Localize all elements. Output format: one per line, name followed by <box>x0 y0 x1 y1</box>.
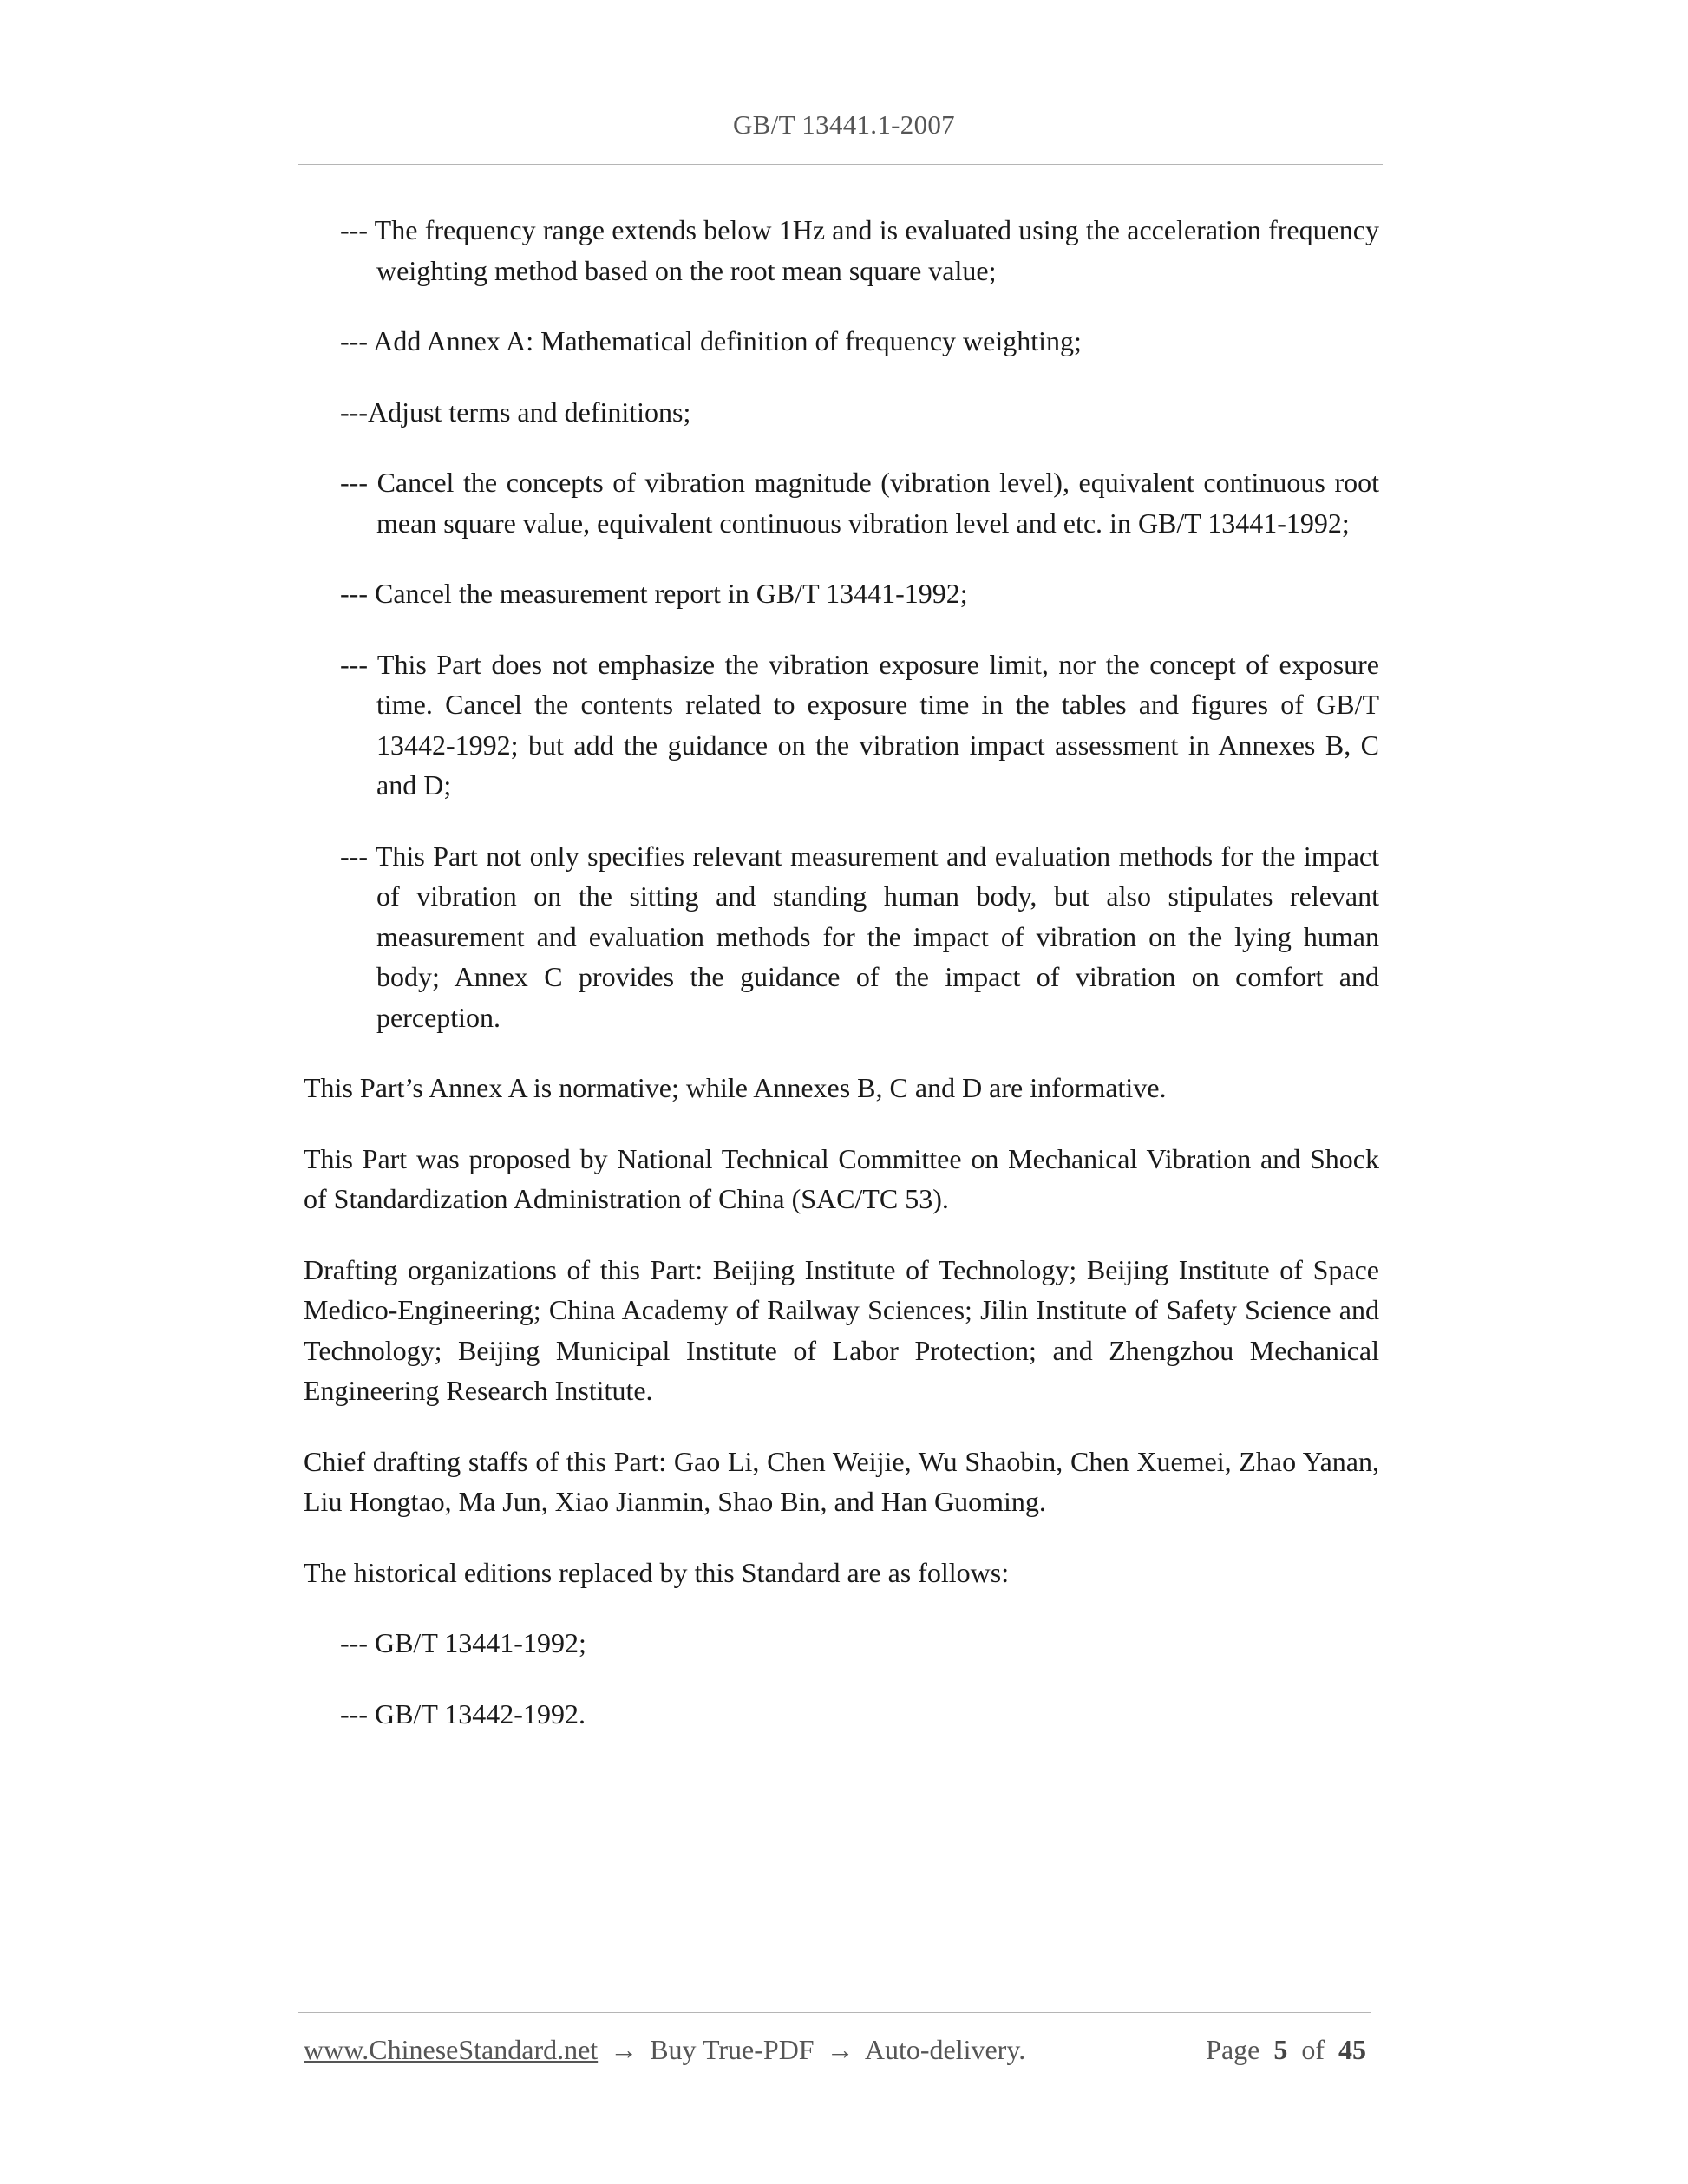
document-body <box>304 210 1379 1764</box>
annex-note-paragraph: This Part’s Annex A is normative; while Annexes B, C and D are informative. <box>304 1072 1167 1103</box>
change-item: --- Cancel the concepts of vibration magnitude (vibration level), equivalent continuous root mean square value, equivalent continuous vibration level and etc. in GB/T 13441-1992; <box>340 467 1379 539</box>
current-page: 5 <box>1273 2034 1288 2065</box>
page-footer <box>304 2034 1371 2072</box>
footer-divider <box>298 2012 1371 2013</box>
change-item: --- The frequency range extends below 1Hz and is evaluated using the acceleration frequency weighting method based on the root mean square value; <box>340 214 1379 286</box>
history-item: --- GB/T 13442-1992. <box>340 1697 586 1730</box>
change-item: --- Cancel the measurement report in GB/T 13441-1992; <box>340 578 968 609</box>
arrow-right-icon: → <box>610 2034 638 2065</box>
change-item: --- This Part does not emphasize the vibration exposure limit, nor the concept of exposure time. Cancel the contents related to exposure time in the tables and figures of GB/T 13442-1992; but add the guidance on the vibration impact assessment in Annexes B, C and D; <box>340 648 1379 801</box>
change-item: --- Add Annex A: Mathematical definition of frequency weighting; <box>340 325 1082 356</box>
auto-delivery-text: Auto-delivery. <box>864 2034 1026 2065</box>
buy-true-pdf-text: Buy True-PDF <box>650 2034 815 2065</box>
header-divider <box>298 164 1383 165</box>
total-pages: 45 <box>1338 2034 1366 2065</box>
change-item: --- This Part not only specifies relevant measurement and evaluation methods for the impact of vibration on the sitting and standing human body, but also stipulates relevant measurement and evaluation methods for the impact of vibration on the lying human body; Annex C provides the guidance of the impact of vibration on comfort and perception. <box>340 840 1379 1033</box>
change-item: ---Adjust terms and definitions; <box>340 396 691 428</box>
history-item: --- GB/T 13441-1992; <box>340 1627 586 1658</box>
page-number <box>1206 2034 1366 2066</box>
site-link[interactable]: www.ChineseStandard.net <box>304 2034 599 2065</box>
drafting-organizations-paragraph: Drafting organizations of this Part: Beijing Institute of Technology; Beijing Institute of Space Medico-Engineering; China Academy of Railway Sciences; Jilin Institute of Safety Science and Technology; Beijing Municipal Institute of Labor Protection; and Zhengzhou Mechanical Engineering Research Institute. <box>304 1253 1379 1406</box>
arrow-right-icon: → <box>826 2034 854 2065</box>
history-intro-paragraph: The historical editions replaced by this Standard are as follows: <box>304 1556 1010 1588</box>
footer-promo <box>304 2034 1025 2066</box>
proposed-by-paragraph: This Part was proposed by National Technical Committee on Mechanical Vibration and Shock of Standardization Administration of China (SAC/TC 53). <box>304 1142 1379 1214</box>
page-label: Page <box>1206 2034 1260 2065</box>
page-header-title: GB/T 13441.1-2007 <box>733 109 955 140</box>
of-label: of <box>1301 2034 1325 2065</box>
chief-drafting-staff-paragraph: Chief drafting staffs of this Part: Gao Li, Chen Weijie, Wu Shaobin, Chen Xuemei, Zhao Yanan, Liu Hongtao, Ma Jun, Xiao Jianmin, Shao Bin, and Han Guoming. <box>304 1445 1379 1517</box>
